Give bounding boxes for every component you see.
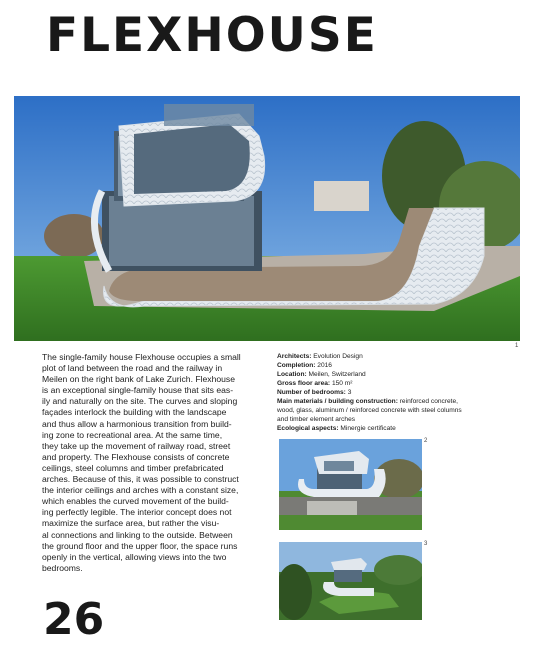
fact-label: Location: [277, 371, 307, 378]
photo-3 [279, 542, 422, 620]
fact-bedrooms [277, 388, 527, 397]
body-line: ily and naturally on the site. The curves and sloping [42, 396, 238, 407]
fact-architects [277, 352, 527, 361]
body-line: ceilings, steel columns and timber prefabricated [42, 462, 224, 473]
body-line: Meilen on the right bank of Lake Zurich. Flexhouse [42, 374, 235, 385]
fact-value: Evolution Design [311, 353, 363, 360]
fact-value: wood, glass, aluminum / reinforced concrete with steel columns [277, 407, 462, 414]
fact-value: 2016 [315, 362, 332, 369]
fact-value: and timber element arches [277, 416, 356, 423]
fact-label: Main materials / building construction: [277, 398, 398, 405]
page-number: 26 [43, 594, 105, 645]
fact-materials-cont-1 [277, 406, 527, 415]
fact-label: Ecological aspects: [277, 425, 339, 432]
body-line: and thus allow a harmonious transition from build- [42, 418, 232, 429]
fact-value: 3 [345, 389, 352, 396]
fact-label: Number of bedrooms: [277, 389, 346, 396]
figure-number-2: 2 [424, 438, 428, 444]
fact-value: 150 m² [330, 380, 353, 387]
body-line: maximize the surface area, but rather the visu- [42, 518, 220, 529]
fact-materials [277, 397, 527, 406]
body-line: and property. The Flexhouse consists of concrete [42, 451, 230, 462]
fact-completion [277, 361, 527, 370]
fact-location [277, 370, 527, 379]
body-line: plot of land between the road and the railway in [42, 363, 223, 374]
fact-floor-area [277, 379, 527, 388]
fact-value: Minergie certificate [338, 425, 396, 432]
body-line: ing perfectly legible. The interior concept does not [42, 507, 232, 518]
body-line: arches. Because of this, it was possible to construct [42, 474, 239, 485]
body-line: façades interlock the building with the landscape [42, 407, 227, 418]
body-line: bedrooms. [42, 562, 83, 573]
figure-number-3: 3 [424, 541, 428, 547]
body-line: is an exceptional single-family house that sits eas- [42, 385, 234, 396]
fact-materials-cont-2 [277, 415, 527, 424]
hero-photo [14, 96, 520, 341]
project-facts [277, 352, 527, 433]
body-line: openly in the vertical, allowing views into the two [42, 551, 227, 562]
fact-ecology [277, 424, 527, 433]
page-title: FLEXHOUSE [46, 8, 378, 63]
body-line: which enables the curved movement of the build- [42, 496, 229, 507]
fact-label: Gross floor area: [277, 380, 331, 387]
body-text [42, 352, 266, 574]
body-line: the ground floor and the upper floor, the space runs [42, 540, 238, 551]
photo-2 [279, 439, 422, 530]
fact-label: Completion: [277, 362, 316, 369]
fact-value: reinforced concrete, [397, 398, 459, 405]
figure-number-1: 1 [515, 343, 519, 349]
body-line: they take up the movement of railway road, street [42, 440, 231, 451]
fact-label: Architects: [277, 353, 312, 360]
body-line: the interior ceilings and arches with a constant size, [42, 485, 239, 496]
fact-value: Meilen, Switzerland [306, 371, 366, 378]
body-line: al connections and linking to the outside. Between [42, 529, 233, 540]
body-line: ing zone to recreational area. At the same time, [42, 429, 223, 440]
body-line: The single-family house Flexhouse occupies a small [42, 352, 241, 362]
